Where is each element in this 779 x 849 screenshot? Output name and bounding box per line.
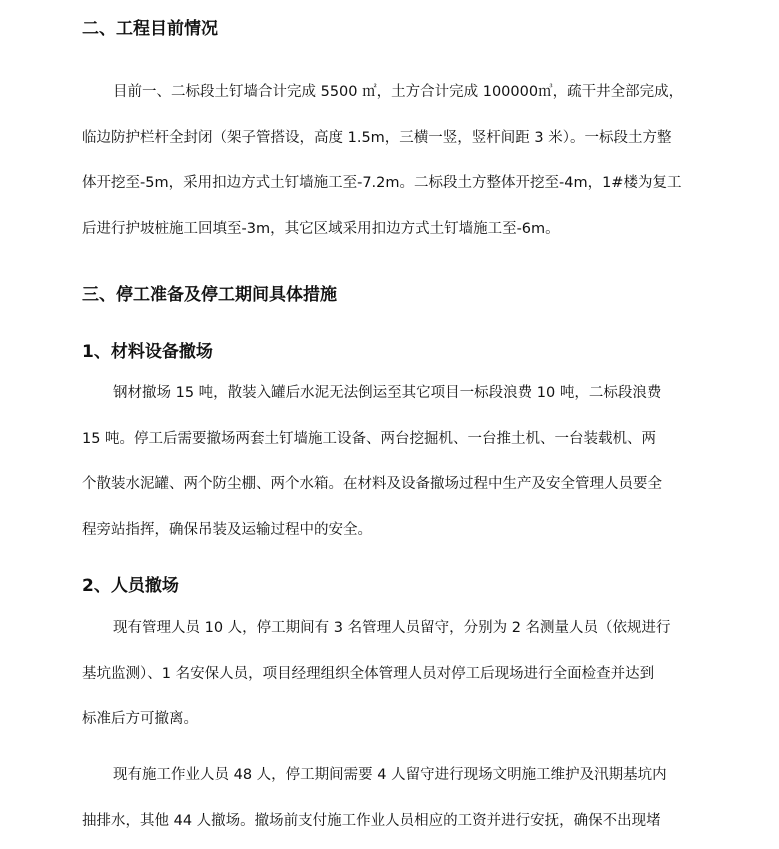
subsection-heading-materials: 1、材料设备撤场 [82,342,213,362]
paragraph-line: 程旁站指挥，确保吊装及运输过程中的安全。 [82,521,372,538]
paragraph-line: 个散装水泥罐、两个防尘棚、两个水箱。在材料及设备撤场过程中生产及安全管理人员要全 [82,476,662,492]
paragraph-line: 现有施工作业人员 48 人，停工期间需要 4 人留守进行现场文明施工维护及汛期基坑内 [113,767,667,783]
section-heading-project-status: 二、工程目前情况 [82,19,218,39]
paragraph-line: 钢材撤场 15 吨，散装入罐后水泥无法倒运至其它项目一标段浪费 10 吨，二标段浪费 [113,385,662,401]
paragraph-line: 临边防护栏杆全封闭（架子管搭设，高度 1.5m，三横一竖，竖杆间距 3 米）。一标段土方整 [82,129,672,146]
paragraph-materials [82,371,692,553]
paragraph-line: 后进行护坡桩施工回填至-3m，其它区域采用扣边方式土钉墙施工至-6m。 [82,220,560,237]
paragraph-project-status [82,70,692,252]
paragraph-line: 标准后方可撤离。 [82,711,198,727]
paragraph-line: 现有管理人员 10 人，停工期间有 3 名管理人员留守，分别为 2 名测量人员（依规进行 [113,620,671,636]
paragraph-line: 抽排水，其他 44 人撤场。撤场前支付施工作业人员相应的工资并进行安抚，确保不出现堵 [82,812,661,829]
paragraph-personnel-workers [82,753,692,844]
paragraph-line: 体开挖至-5m，采用扣边方式土钉墙施工至-7.2m。二标段土方整体开挖至-4m，1#楼为复工 [82,175,682,191]
paragraph-line: 基坑监测）、1 名安保人员，项目经理组织全体管理人员对停工后现场进行全面检查并达到 [82,665,655,682]
paragraph-personnel-managers [82,606,692,743]
section-heading-shutdown-measures: 三、停工准备及停工期间具体措施 [82,285,337,305]
paragraph-line: 目前一、二标段土钉墙合计完成 5500 ㎡，土方合计完成 100000㎥，疏干井全部完成， [113,84,684,100]
subsection-heading-personnel: 2、人员撤场 [82,576,179,596]
paragraph-line: 15 吨。停工后需要撤场两套土钉墙施工设备、两台挖掘机、一台推土机、一台装载机、两 [82,430,657,447]
